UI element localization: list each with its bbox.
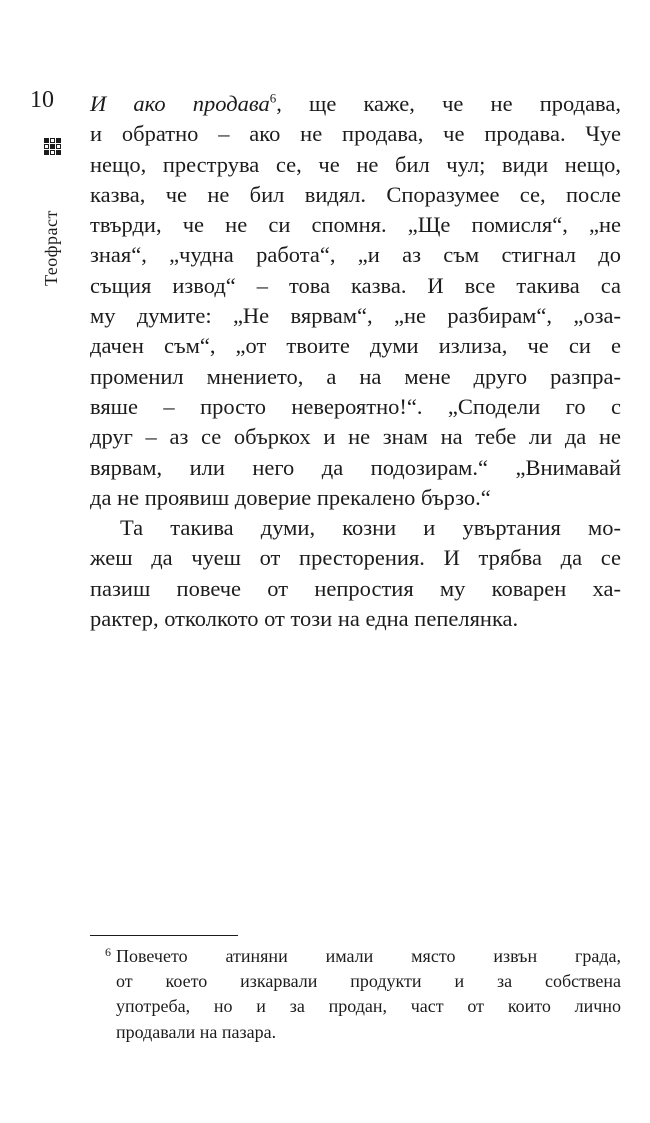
paragraph-2	[90, 513, 621, 634]
text-line: друг – аз се объркох и не знам на тебе ли да не	[90, 424, 621, 450]
footnote-line: от което изкарвали продукти и за собствена	[116, 971, 621, 992]
footnote-mark: 6	[105, 945, 111, 959]
text-line: рактер, отколкото от този на една пепелянка.	[90, 606, 519, 632]
main-text	[90, 89, 621, 634]
text-line: същия извод“ – това казва. И все такива са	[90, 272, 621, 298]
text-line-rest: , ще каже, че не продава,	[276, 91, 621, 116]
text-line: казва, че не бил видял. Споразумее се, после	[90, 181, 621, 207]
footnote-divider	[90, 935, 238, 936]
text-line: Та такива думи, козни и увъртания мо-	[120, 515, 621, 541]
footnote-line: Повечето атиняни имали място извън града,	[116, 946, 621, 966]
text-line	[90, 89, 621, 119]
text-line: нещо, преструва се, че не бил чул; види нещо,	[90, 151, 621, 177]
text-line: вярвам, или него да подозирам.“ „Внимавай	[90, 454, 621, 480]
footnote-reference: 6	[269, 90, 277, 106]
text-line: да не проявиш доверие прекалено бързо.“	[90, 484, 491, 510]
text-line: вяше – просто невероятно!“. „Сподели го с	[90, 393, 621, 419]
page-number: 10	[30, 87, 54, 113]
italic-lead: И ако продава	[90, 91, 270, 116]
text-line: пазиш повече от непростия му коварен ха-	[90, 575, 621, 601]
ornament-icon	[44, 138, 61, 155]
text-line: зная“, „чудна работа“, „и аз съм стигнал до	[90, 242, 621, 268]
text-line: дачен съм“, „от твоите думи излиза, че си е	[90, 333, 621, 359]
running-title: Теофраст	[41, 210, 61, 286]
paragraph-1	[90, 89, 621, 513]
footnote	[105, 944, 621, 1045]
footnote-line: продавали на пазара.	[116, 1021, 277, 1042]
text-line: променил мнението, а на мене друго разпра-	[90, 363, 621, 389]
text-line: твърди, че не си спомня. „Ще помисля“, „не	[90, 212, 621, 238]
running-head	[34, 138, 61, 286]
text-line: и обратно – ако не продава, че продава. Чуе	[90, 121, 621, 147]
text-line: му думите: „Не вярвам“, „не разбирам“, „оза-	[90, 303, 621, 329]
text-line: жеш да чуеш от престорения. И трябва да се	[90, 545, 621, 571]
footnote-line: употреба, но и за продан, част от които лично	[116, 996, 621, 1017]
